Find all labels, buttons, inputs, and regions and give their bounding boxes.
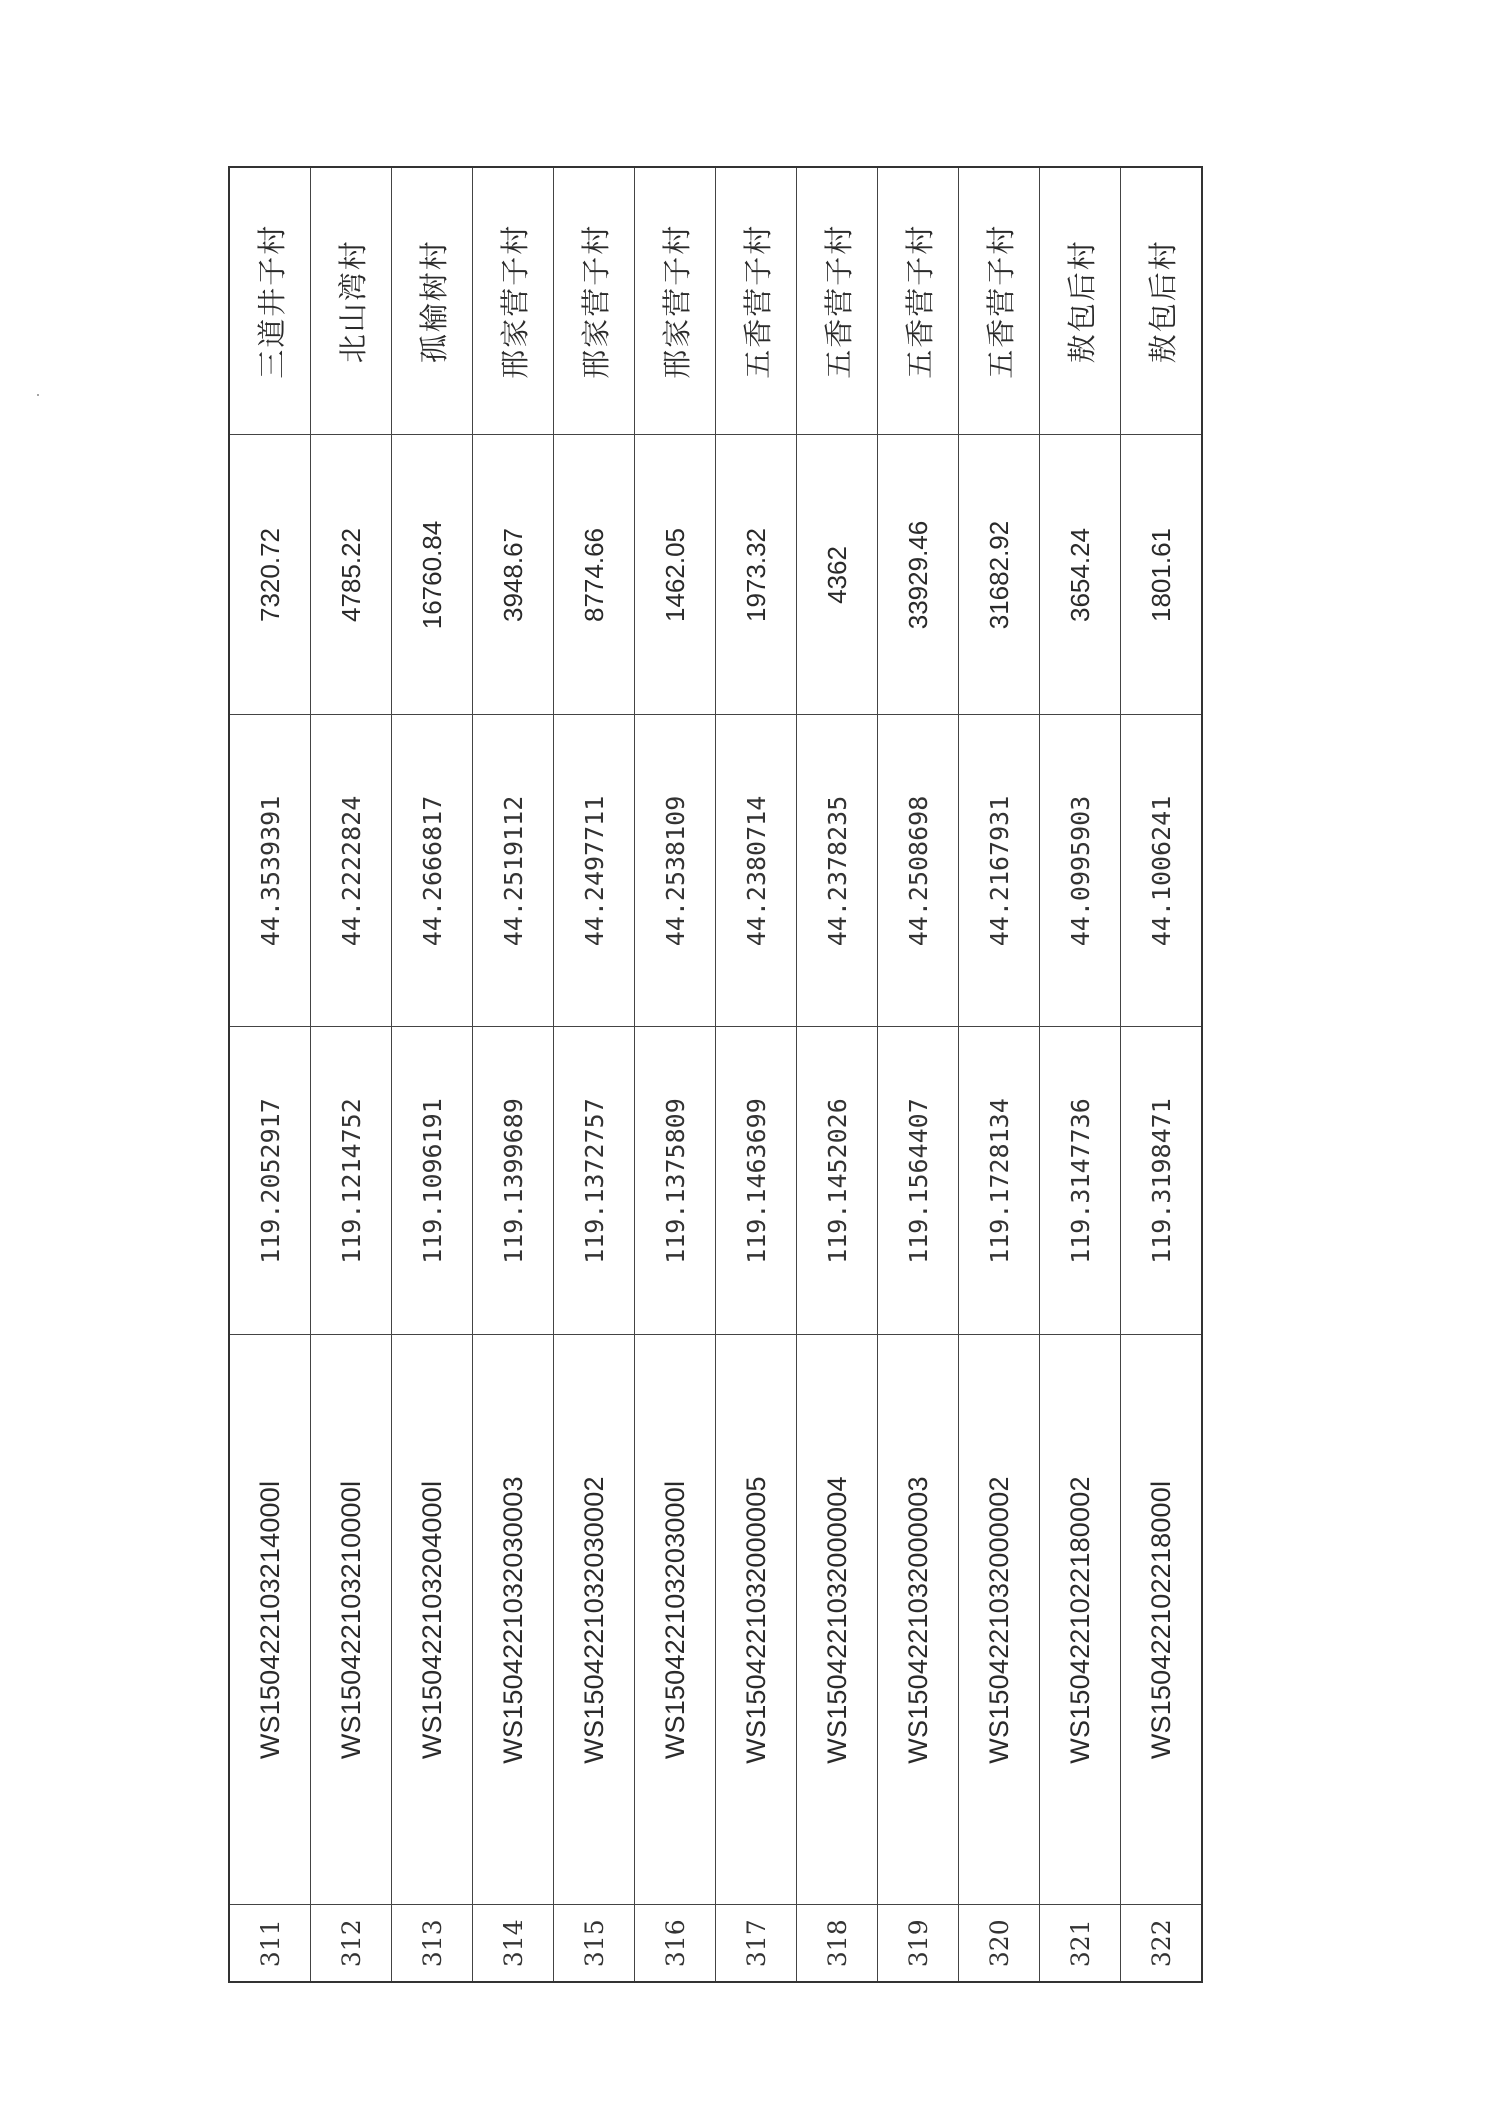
area-cell: 3948.67 xyxy=(473,435,554,715)
scan-artifact-dot xyxy=(37,394,39,396)
latitude-cell: 44.2378235 xyxy=(797,715,878,1027)
table-row xyxy=(797,167,878,1982)
row-number-cell: 321 xyxy=(1040,1905,1121,1982)
longitude-cell: 119.1372757 xyxy=(554,1027,635,1335)
area-cell: 3654.24 xyxy=(1040,435,1121,715)
code-cell: WS1504221032030003 xyxy=(473,1335,554,1905)
latitude-cell: 44.2508698 xyxy=(878,715,959,1027)
registry-table xyxy=(228,166,1203,1983)
longitude-cell: 119.1728134 xyxy=(959,1027,1040,1335)
village-cell: 五香营子村 xyxy=(797,167,878,435)
latitude-cell: 44.2380714 xyxy=(716,715,797,1027)
table-row xyxy=(716,167,797,1982)
village-cell: 邢家营子村 xyxy=(473,167,554,435)
code-cell: WS150422103203000l xyxy=(635,1335,716,1905)
latitude-cell: 44.1006241 xyxy=(1121,715,1203,1027)
row-number-cell: 319 xyxy=(878,1905,959,1982)
village-cell: 孤榆树村 xyxy=(392,167,473,435)
latitude-cell: 44.2222824 xyxy=(311,715,392,1027)
village-cell: 邢家营子村 xyxy=(554,167,635,435)
village-cell: 敖包后村 xyxy=(1040,167,1121,435)
row-number-cell: 320 xyxy=(959,1905,1040,1982)
village-cell: 五香营子村 xyxy=(878,167,959,435)
row-number-cell: 322 xyxy=(1121,1905,1203,1982)
longitude-cell: 119.2052917 xyxy=(229,1027,311,1335)
table-row xyxy=(635,167,716,1982)
longitude-cell: 119.1564407 xyxy=(878,1027,959,1335)
code-cell: WS1504221032000005 xyxy=(716,1335,797,1905)
latitude-cell: 44.2497711 xyxy=(554,715,635,1027)
table-row xyxy=(1040,167,1121,1982)
longitude-cell: 119.1463699 xyxy=(716,1027,797,1335)
rotated-table-container xyxy=(228,168,1193,1983)
longitude-cell: 119.3198471 xyxy=(1121,1027,1203,1335)
code-cell: WS1504221032000004 xyxy=(797,1335,878,1905)
area-cell: 7320.72 xyxy=(229,435,311,715)
area-cell: 1973.32 xyxy=(716,435,797,715)
village-cell: 敖包后村 xyxy=(1121,167,1203,435)
row-number-cell: 317 xyxy=(716,1905,797,1982)
latitude-cell: 44.2167931 xyxy=(959,715,1040,1027)
longitude-cell: 119.3147736 xyxy=(1040,1027,1121,1335)
longitude-cell: 119.1399689 xyxy=(473,1027,554,1335)
village-cell: 邢家营子村 xyxy=(635,167,716,435)
area-cell: 1462.05 xyxy=(635,435,716,715)
table-row xyxy=(1121,167,1203,1982)
code-cell: WS1504221032000002 xyxy=(959,1335,1040,1905)
area-cell: 8774.66 xyxy=(554,435,635,715)
row-number-cell: 316 xyxy=(635,1905,716,1982)
code-cell: WS150422103204000l xyxy=(392,1335,473,1905)
code-cell: WS150422103214000l xyxy=(229,1335,311,1905)
village-cell: 五香营子村 xyxy=(959,167,1040,435)
code-cell: WS1504221032030002 xyxy=(554,1335,635,1905)
latitude-cell: 44.2538109 xyxy=(635,715,716,1027)
table-body xyxy=(229,167,1202,1982)
village-cell: 北山湾村 xyxy=(311,167,392,435)
table-row xyxy=(959,167,1040,1982)
row-number-cell: 312 xyxy=(311,1905,392,1982)
table-row xyxy=(392,167,473,1982)
table-row xyxy=(311,167,392,1982)
row-number-cell: 314 xyxy=(473,1905,554,1982)
code-cell: WS1504221022180002 xyxy=(1040,1335,1121,1905)
area-cell: 4785.22 xyxy=(311,435,392,715)
table-row xyxy=(473,167,554,1982)
table-row xyxy=(554,167,635,1982)
code-cell: WS1504221032000003 xyxy=(878,1335,959,1905)
longitude-cell: 119.1214752 xyxy=(311,1027,392,1335)
row-number-cell: 315 xyxy=(554,1905,635,1982)
row-number-cell: 318 xyxy=(797,1905,878,1982)
latitude-cell: 44.2666817 xyxy=(392,715,473,1027)
latitude-cell: 44.2519112 xyxy=(473,715,554,1027)
table-row xyxy=(229,167,311,1982)
village-cell: 三道井子村 xyxy=(229,167,311,435)
longitude-cell: 119.1096191 xyxy=(392,1027,473,1335)
area-cell: 16760.84 xyxy=(392,435,473,715)
area-cell: 4362 xyxy=(797,435,878,715)
table-row xyxy=(878,167,959,1982)
longitude-cell: 119.1375809 xyxy=(635,1027,716,1335)
village-cell: 五香营子村 xyxy=(716,167,797,435)
latitude-cell: 44.3539391 xyxy=(229,715,311,1027)
row-number-cell: 311 xyxy=(229,1905,311,1982)
latitude-cell: 44.0995903 xyxy=(1040,715,1121,1027)
row-number-cell: 313 xyxy=(392,1905,473,1982)
code-cell: WS150422102218000l xyxy=(1121,1335,1203,1905)
longitude-cell: 119.1452026 xyxy=(797,1027,878,1335)
area-cell: 1801.61 xyxy=(1121,435,1203,715)
area-cell: 33929.46 xyxy=(878,435,959,715)
area-cell: 31682.92 xyxy=(959,435,1040,715)
code-cell: WS150422103210000l xyxy=(311,1335,392,1905)
